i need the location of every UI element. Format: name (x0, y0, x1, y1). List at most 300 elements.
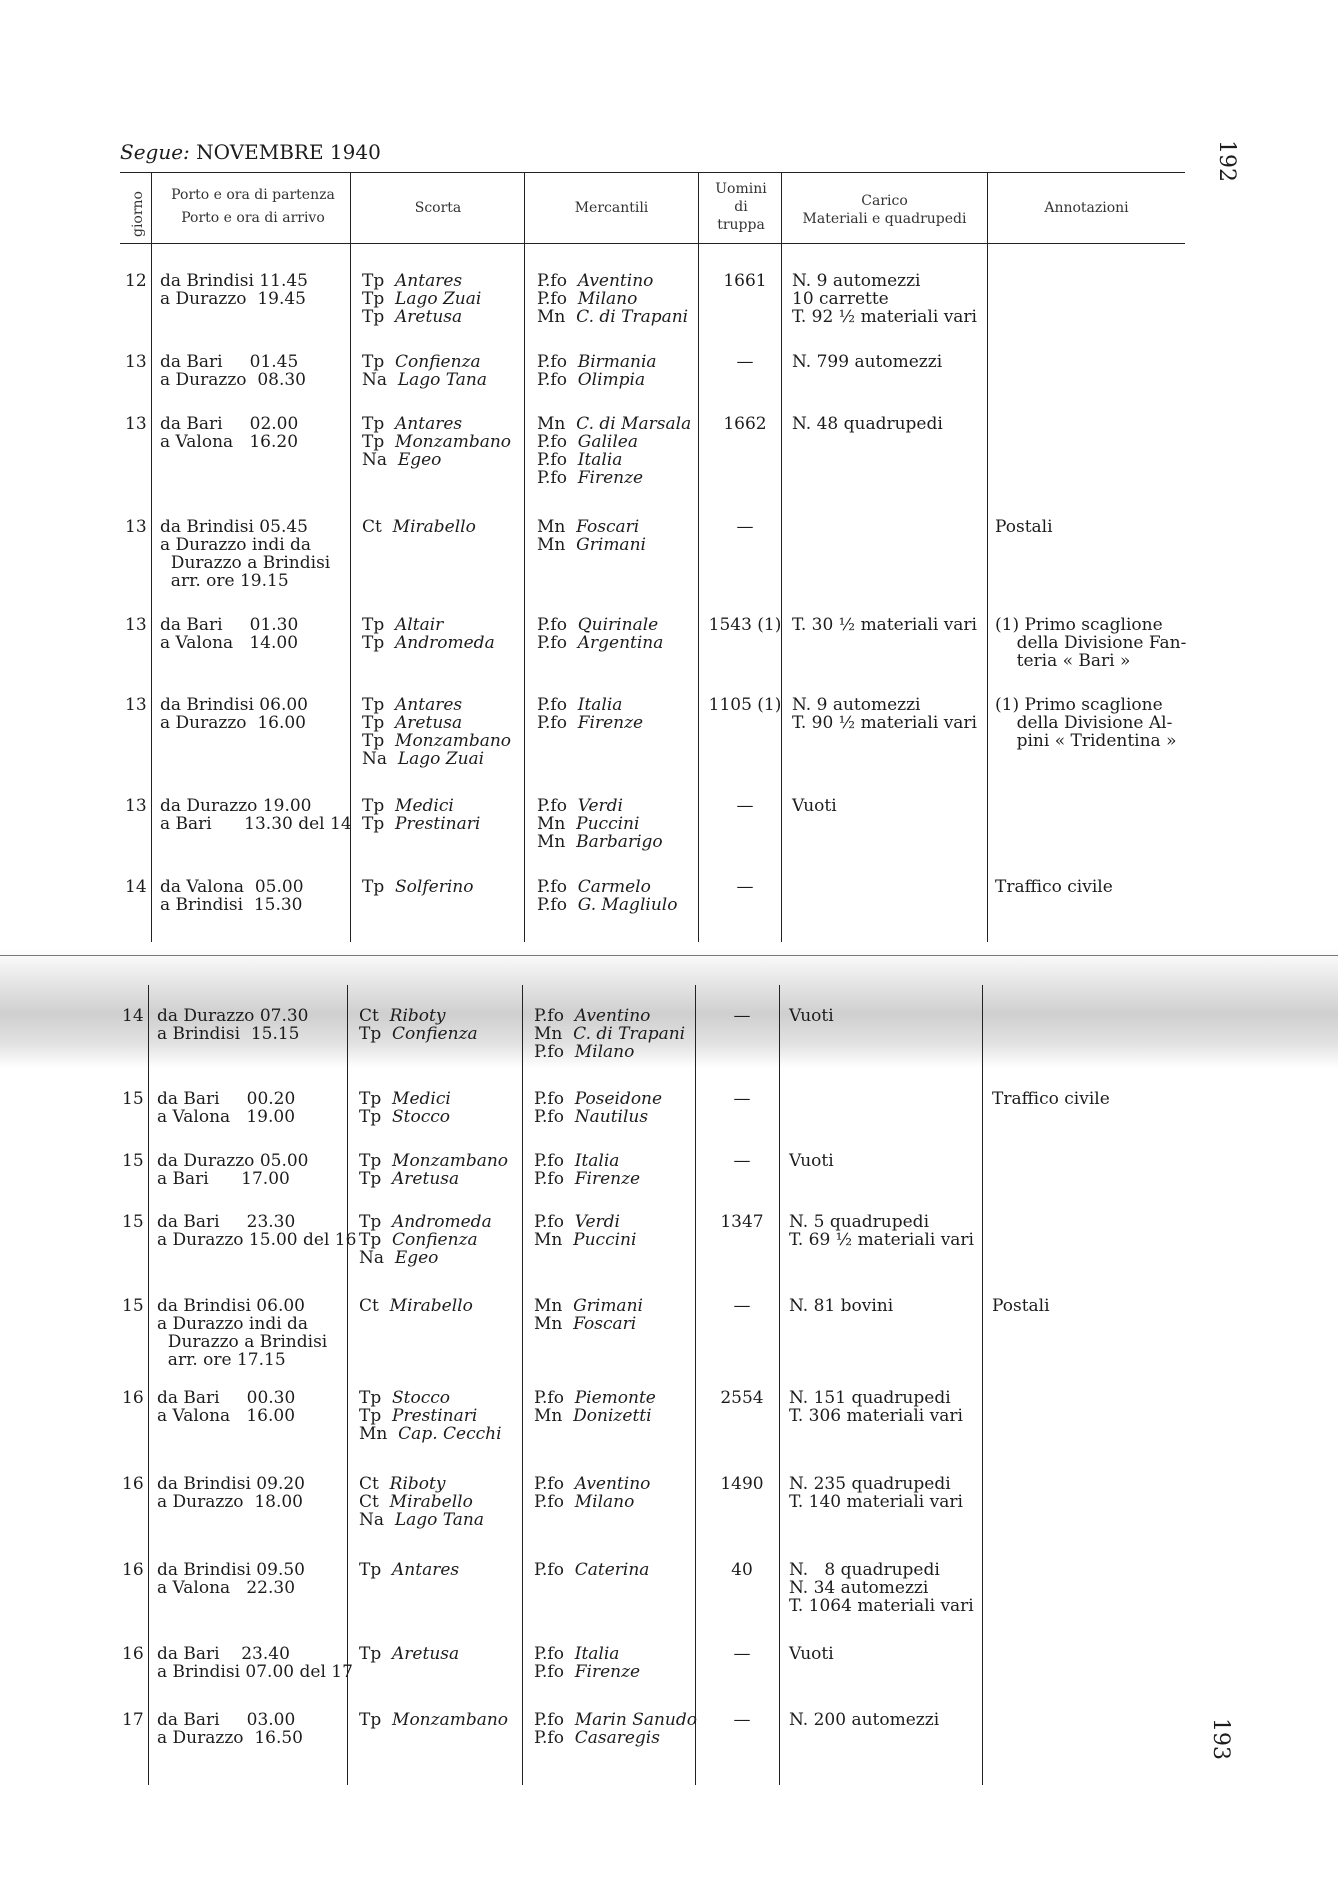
ship-type: Na (362, 749, 393, 769)
ship-line (362, 634, 522, 652)
ship-name: Piemonte (574, 1388, 656, 1408)
day-cell: 15 (122, 1296, 144, 1316)
carico-line: N. 8 quadrupedi (789, 1560, 940, 1580)
ship-name: Firenze (577, 713, 644, 733)
mercantili-cell (534, 1007, 694, 1061)
ship-line (359, 1213, 519, 1231)
ship-type: P.fo (537, 432, 573, 452)
uomini-cell: — (736, 796, 754, 816)
carico-line: N. 34 automezzi (789, 1578, 929, 1598)
ship-type: Tp (362, 713, 390, 733)
mercantili-cell (534, 1297, 694, 1333)
porto-line: a Durazzo 19.45 (160, 289, 307, 309)
porto-line: da Brindisi 09.50 (157, 1560, 305, 1580)
ship-type: Tp (362, 695, 390, 715)
ship-line (362, 290, 522, 308)
annotazione-line: (1) Primo scaglione (995, 615, 1163, 635)
ship-type: P.fo (534, 1728, 570, 1748)
uomini-cell: — (733, 1151, 751, 1171)
ship-name: Argentina (577, 633, 664, 653)
porto-line: a Valona 22.30 (157, 1578, 296, 1598)
ship-name: Italia (574, 1151, 620, 1171)
ship-type: Mn (359, 1424, 393, 1444)
annotazione-line: (1) Primo scaglione (995, 695, 1163, 715)
carico-cell (789, 1561, 979, 1615)
ship-line (534, 1315, 694, 1333)
ship-line (359, 1249, 519, 1267)
ship-type: P.fo (534, 1151, 570, 1171)
ship-type: P.fo (534, 1710, 570, 1730)
ship-name: Donizetti (573, 1406, 652, 1426)
column-rule (148, 985, 149, 1785)
scorta-cell (359, 1090, 519, 1126)
porto-line: a Durazzo 15.00 del 16 (157, 1230, 357, 1250)
ship-line (359, 1407, 519, 1425)
uomini-cell: 1105 (1) (708, 695, 782, 715)
annotazioni-cell (992, 1297, 1182, 1315)
mercantili-cell (534, 1561, 694, 1579)
carico-line: Vuoti (789, 1151, 834, 1171)
ship-type: Ct (359, 1296, 385, 1316)
ship-line (534, 1231, 694, 1249)
header-uomini (700, 180, 782, 234)
carico-line: T. 90 ½ materiali vari (792, 713, 977, 733)
ship-name: Antares (395, 695, 463, 715)
porto-line: da Bari 01.45 (160, 352, 299, 372)
ship-line (537, 308, 697, 326)
ship-name: Italia (574, 1644, 620, 1664)
ship-line (534, 1108, 694, 1126)
ship-name: Firenze (574, 1169, 641, 1189)
porto-line: da Durazzo 07.30 (157, 1006, 309, 1026)
uomini-cell: 1661 (723, 271, 767, 291)
carico-cell (792, 353, 982, 371)
scorta-cell (359, 1152, 519, 1188)
header-top-rule (120, 172, 1185, 173)
ship-name: Egeo (397, 450, 442, 470)
ship-type: Tp (362, 633, 390, 653)
porto-line: da Brindisi 09.20 (157, 1474, 305, 1494)
ship-name: Verdi (577, 796, 623, 816)
porto-cell (157, 1475, 345, 1511)
porto-line: a Durazzo indi da (157, 1314, 309, 1334)
carico-cell (789, 1645, 979, 1663)
carico-cell (792, 415, 982, 433)
ship-line (359, 1231, 519, 1249)
ship-name: Monzambano (395, 731, 512, 751)
carico-cell (792, 797, 982, 815)
ship-name: Antares (395, 414, 463, 434)
ship-type: Ct (362, 517, 388, 537)
ship-line (362, 308, 522, 326)
ship-line (537, 536, 697, 554)
annotazioni-cell (995, 616, 1185, 670)
ship-name: Foscari (573, 1314, 637, 1334)
ship-type: P.fo (537, 289, 573, 309)
ship-type: Tp (362, 877, 390, 897)
ship-line (362, 371, 522, 389)
porto-line: a Durazzo 16.00 (160, 713, 307, 733)
carico-line: T. 69 ½ materiali vari (789, 1230, 974, 1250)
ship-name: Medici (392, 1089, 451, 1109)
ship-line (534, 1025, 694, 1043)
ship-line (534, 1561, 694, 1579)
ship-type: Na (359, 1248, 390, 1268)
porto-line: a Brindisi 07.00 del 17 (157, 1662, 353, 1682)
ship-name: Verdi (574, 1212, 620, 1232)
ship-name: Birmania (577, 352, 657, 372)
uomini-cell: 2554 (720, 1388, 764, 1408)
mercantili-cell (537, 272, 697, 326)
annotazione-line: Postali (995, 517, 1053, 537)
porto-line: a Brindisi 15.15 (157, 1024, 300, 1044)
carico-cell (789, 1711, 979, 1729)
ship-name: Prestinari (392, 1406, 478, 1426)
ship-name: Andromeda (395, 633, 495, 653)
carico-cell (789, 1297, 979, 1315)
ship-type: Tp (359, 1151, 387, 1171)
ship-name: Grimani (573, 1296, 643, 1316)
uomini-cell: — (733, 1006, 751, 1026)
column-rule (524, 172, 525, 942)
carico-cell (789, 1475, 979, 1511)
carico-cell (792, 272, 982, 326)
porto-line: da Durazzo 19.00 (160, 796, 312, 816)
uomini-cell: 1543 (1) (708, 615, 782, 635)
porto-cell (160, 353, 348, 389)
day-cell: 12 (125, 271, 147, 291)
ship-line (534, 1389, 694, 1407)
ship-type: Ct (359, 1006, 385, 1026)
day-cell: 16 (122, 1388, 144, 1408)
ship-name: Grimani (576, 535, 646, 555)
ship-name: Olimpia (577, 370, 646, 390)
annotazione-line: Traffico civile (992, 1089, 1110, 1109)
ship-type: P.fo (534, 1169, 570, 1189)
ship-name: Confienza (395, 352, 481, 372)
ship-type: Tp (362, 352, 390, 372)
title-month: NOVEMBRE 1940 (196, 140, 381, 164)
ship-line (537, 469, 697, 487)
ship-name: Milano (574, 1492, 635, 1512)
ship-line (359, 1475, 519, 1493)
scorta-cell (362, 696, 522, 768)
ship-type: Tp (362, 289, 390, 309)
header-uomini-line-2: di (734, 199, 748, 215)
page-fold-edge (0, 955, 1338, 956)
ship-name: Monzambano (395, 432, 512, 452)
carico-cell (792, 696, 982, 732)
uomini-cell: — (733, 1644, 751, 1664)
ship-line (537, 634, 697, 652)
ship-name: Prestinari (395, 814, 481, 834)
ship-line (362, 518, 522, 536)
ship-line (362, 433, 522, 451)
ship-line (537, 815, 697, 833)
day-cell: 13 (125, 615, 147, 635)
ship-name: Antares (392, 1560, 460, 1580)
porto-line: da Bari 23.30 (157, 1212, 296, 1232)
ship-line (359, 1170, 519, 1188)
ship-line (534, 1729, 694, 1747)
uomini-cell: 1662 (723, 414, 767, 434)
ship-name: Egeo (394, 1248, 439, 1268)
ship-name: Italia (577, 695, 623, 715)
ship-name: Antares (395, 271, 463, 291)
ship-type: Tp (359, 1710, 387, 1730)
ship-line (362, 732, 522, 750)
porto-cell (160, 415, 348, 451)
column-rule (698, 172, 699, 942)
day-cell: 16 (122, 1474, 144, 1494)
porto-cell (157, 1090, 345, 1126)
ship-line (534, 1475, 694, 1493)
ship-type: Na (362, 370, 393, 390)
ship-line (359, 1025, 519, 1043)
ship-type: P.fo (537, 352, 573, 372)
ship-line (359, 1711, 519, 1729)
carico-line: T. 140 materiali vari (789, 1492, 963, 1512)
ship-name: Lago Zuai (397, 749, 485, 769)
ship-type: P.fo (537, 370, 573, 390)
porto-line: da Brindisi 11.45 (160, 271, 308, 291)
porto-cell (157, 1644, 353, 1682)
carico-line: N. 799 automezzi (792, 352, 943, 372)
ship-name: Foscari (576, 517, 640, 537)
day-cell: 13 (125, 352, 147, 372)
day-cell: 13 (125, 414, 147, 434)
ship-line (359, 1108, 519, 1126)
porto-line: arr. ore 19.15 (160, 571, 289, 591)
ship-type: Mn (537, 832, 571, 852)
porto-cell (157, 1561, 345, 1597)
ship-type: Mn (537, 814, 571, 834)
scorta-cell (359, 1711, 519, 1729)
scorta-cell (359, 1475, 519, 1529)
mercantili-cell (537, 353, 697, 389)
ship-name: Poseidone (574, 1089, 663, 1109)
header-uomini-line-3: truppa (717, 217, 765, 233)
scorta-cell (362, 272, 522, 326)
porto-line: a Valona 16.00 (157, 1406, 296, 1426)
ship-type: Tp (359, 1388, 387, 1408)
ship-name: Marin Sanudo (574, 1710, 697, 1730)
ship-line (359, 1493, 519, 1511)
ship-type: P.fo (534, 1492, 570, 1512)
ship-type: P.fo (537, 271, 573, 291)
ship-type: Tp (362, 731, 390, 751)
ship-line (537, 878, 697, 896)
ship-type: Tp (359, 1024, 387, 1044)
ship-type: Tp (359, 1169, 387, 1189)
porto-line: da Bari 01.30 (160, 615, 299, 635)
ship-line (537, 433, 697, 451)
header-porto-line-1: Porto e ora di partenza (171, 187, 335, 203)
porto-cell (160, 272, 348, 308)
porto-line: da Valona 05.00 (160, 877, 304, 897)
ship-type: P.fo (537, 468, 573, 488)
carico-line: T. 1064 materiali vari (789, 1596, 974, 1616)
porto-line: a Valona 14.00 (160, 633, 299, 653)
ship-line (537, 518, 697, 536)
carico-line: N. 151 quadrupedi (789, 1388, 951, 1408)
mercantili-cell (537, 696, 697, 732)
scorta-cell (359, 1213, 519, 1267)
porto-line: a Durazzo 18.00 (157, 1492, 304, 1512)
ship-line (359, 1425, 519, 1443)
page-number-bottom: 193 (1208, 1718, 1233, 1760)
header-carico-line-1: Carico (861, 193, 908, 209)
ship-type: P.fo (537, 695, 573, 715)
ship-type: Mn (534, 1314, 568, 1334)
mercantili-cell (537, 797, 697, 851)
uomini-cell: — (733, 1296, 751, 1316)
ship-type: Mn (537, 307, 571, 327)
day-cell: 13 (125, 517, 147, 537)
ship-type: P.fo (534, 1388, 570, 1408)
ship-line (534, 1493, 694, 1511)
porto-line: da Bari 02.00 (160, 414, 299, 434)
ship-name: Andromeda (392, 1212, 492, 1232)
ship-type: Tp (359, 1107, 387, 1127)
ship-name: Medici (395, 796, 454, 816)
ship-line (362, 451, 522, 469)
carico-line: Vuoti (792, 796, 837, 816)
uomini-cell: — (736, 352, 754, 372)
porto-cell (160, 518, 348, 590)
carico-cell (789, 1007, 979, 1025)
ship-type: P.fo (534, 1042, 570, 1062)
ship-type: Tp (359, 1089, 387, 1109)
day-cell: 16 (122, 1644, 144, 1664)
scorta-cell (362, 797, 522, 833)
carico-line: N. 9 automezzi (792, 695, 921, 715)
ship-line (534, 1710, 697, 1730)
ship-line (359, 1297, 519, 1315)
ship-line (537, 371, 697, 389)
column-rule (987, 172, 988, 942)
ship-line (534, 1663, 694, 1681)
carico-cell (789, 1213, 979, 1249)
header-annotazioni: Annotazioni (1044, 200, 1129, 216)
ship-name: Milano (574, 1042, 635, 1062)
scorta-cell (362, 878, 522, 896)
ship-name: Stocco (392, 1107, 451, 1127)
ship-line (537, 696, 697, 714)
mercantili-cell (537, 415, 697, 487)
porto-cell (157, 1711, 345, 1747)
ship-type: Tp (359, 1212, 387, 1232)
carico-line: N. 9 automezzi (792, 271, 921, 291)
ship-line (537, 797, 697, 815)
uomini-cell: — (733, 1089, 751, 1109)
ship-name: Caterina (574, 1560, 650, 1580)
carico-cell (792, 616, 982, 634)
ship-line (537, 833, 697, 851)
ship-type: P.fo (537, 877, 573, 897)
ship-line (534, 1407, 694, 1425)
ship-line (534, 1043, 694, 1061)
ship-name: Nautilus (574, 1107, 649, 1127)
ship-line (359, 1645, 519, 1663)
ship-type: Ct (359, 1492, 385, 1512)
porto-line: arr. ore 17.15 (157, 1350, 286, 1370)
ship-type: P.fo (534, 1006, 570, 1026)
ship-name: Lago Tana (394, 1510, 485, 1530)
day-cell: 14 (125, 877, 147, 897)
ship-line (537, 290, 697, 308)
porto-line: a Bari 13.30 del 14 (160, 814, 352, 834)
annotazione-line: della Divisione Al- (995, 713, 1173, 733)
scorta-cell (362, 518, 522, 536)
ship-type: P.fo (537, 633, 573, 653)
scorta-cell (362, 616, 522, 652)
header-uomini-line-1: Uomini (715, 181, 767, 197)
porto-line: da Bari 23.40 (157, 1644, 290, 1664)
uomini-cell: 1490 (720, 1474, 764, 1494)
day-cell: 16 (122, 1560, 144, 1580)
ship-line (362, 415, 522, 433)
ship-type: Mn (537, 414, 571, 434)
ship-name: C. di Trapani (576, 307, 689, 327)
uomini-cell: 40 (731, 1560, 753, 1580)
ship-type: P.fo (537, 895, 573, 915)
mercantili-cell (534, 1152, 694, 1188)
mercantili-cell (534, 1090, 694, 1126)
scorta-cell (362, 415, 522, 469)
ship-name: Italia (577, 450, 623, 470)
ship-line (362, 797, 522, 815)
ship-name: Riboty (389, 1474, 446, 1494)
ship-type: Tp (359, 1406, 387, 1426)
ship-name: G. Magliulo (577, 895, 678, 915)
carico-line: T. 30 ½ materiali vari (792, 615, 977, 635)
porto-line: a Durazzo 08.30 (160, 370, 307, 390)
ship-line (537, 451, 697, 469)
ship-name: C. di Marsala (576, 414, 692, 434)
day-cell: 13 (125, 796, 147, 816)
ship-name: Casaregis (574, 1728, 660, 1748)
porto-cell (160, 696, 348, 732)
carico-cell (789, 1389, 979, 1425)
day-cell: 15 (122, 1212, 144, 1232)
header-carico (782, 192, 987, 228)
ship-type: Mn (537, 535, 571, 555)
porto-line: a Brindisi 15.30 (160, 895, 303, 915)
ship-name: Firenze (577, 468, 644, 488)
ship-type: P.fo (534, 1644, 570, 1664)
column-rule (982, 985, 983, 1785)
annotazione-line: Postali (992, 1296, 1050, 1316)
porto-line: a Valona 16.20 (160, 432, 299, 452)
ship-line (359, 1561, 519, 1579)
ship-name: Aretusa (392, 1169, 460, 1189)
ship-type: Mn (534, 1024, 568, 1044)
ship-name: Lago Zuai (395, 289, 482, 309)
ship-name: Confienza (392, 1230, 478, 1250)
scorta-cell (362, 353, 522, 389)
porto-line: a Durazzo 16.50 (157, 1728, 304, 1748)
carico-line: N. 200 automezzi (789, 1710, 940, 1730)
ship-line (362, 272, 522, 290)
ship-name: Lago Tana (397, 370, 488, 390)
header-giorno: giorno (130, 191, 146, 238)
ship-name: Firenze (574, 1662, 641, 1682)
carico-line: T. 92 ½ materiali vari (792, 307, 977, 327)
porto-line: da Brindisi 06.00 (160, 695, 308, 715)
ship-line (534, 1170, 694, 1188)
ship-type: Mn (534, 1296, 568, 1316)
